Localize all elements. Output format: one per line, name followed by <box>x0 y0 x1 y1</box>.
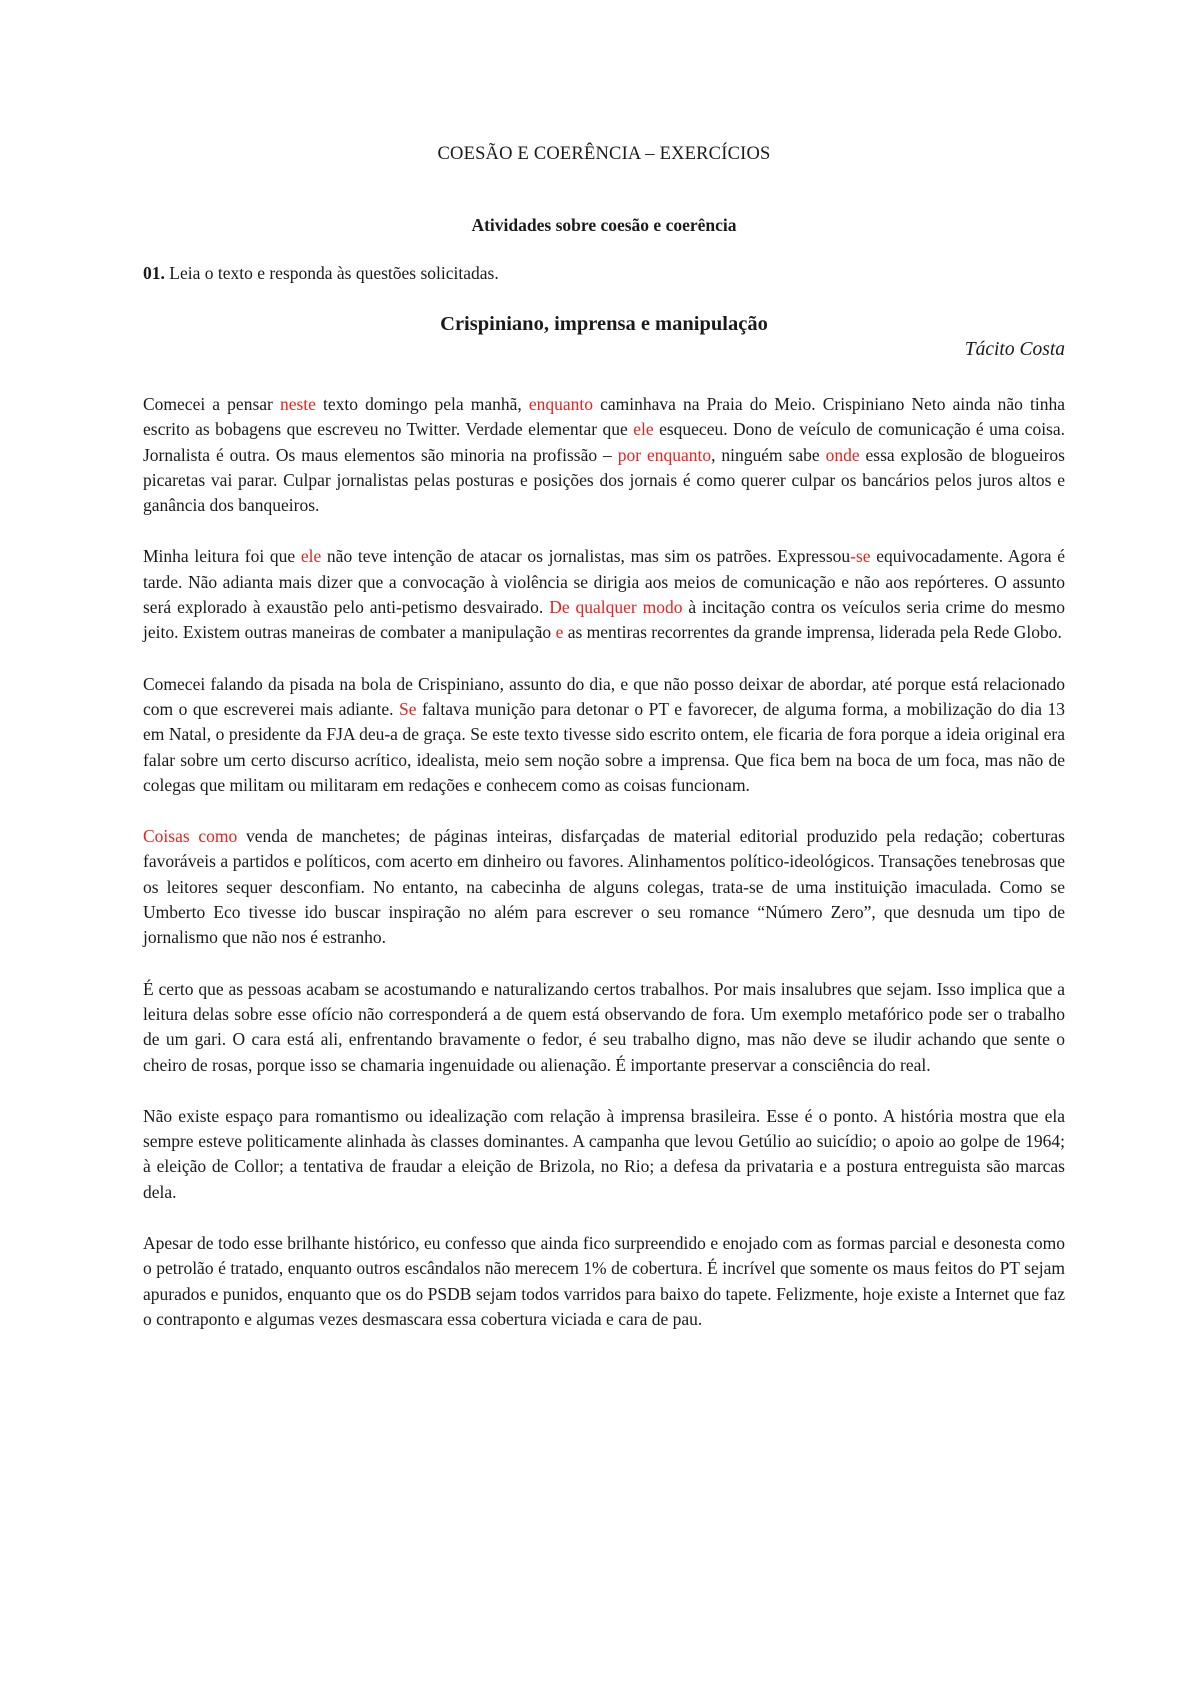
text-author: Tácito Costa <box>964 339 1065 360</box>
cohesion-marker: e <box>555 622 564 643</box>
text-paragraph <box>143 824 1065 950</box>
text-run: essa explosão de blogueiros picaretas vai parar. Culpar jornalistas pelas posturas e posições dos jornais é como querer culpar os bancários pelos juros altos e ganância dos banqueiros. <box>143 444 1065 516</box>
text-body <box>143 392 1065 1332</box>
text-run: equivocadamente. Agora é tarde. Não adianta mais dizer que a convocação à violência se dirigia aos meios de comunicação e não aos repórteres. O assunto será explorado à exaustão pelo anti-petismo desvairado. <box>143 546 1065 618</box>
text-run: Minha leitura foi que <box>143 546 301 567</box>
question-number: 01. <box>143 263 165 283</box>
text-run: à incitação contra os veículos seria crime do mesmo jeito. Existem outras maneiras de combater a manipulação <box>143 597 1066 643</box>
cohesion-marker: neste <box>279 394 316 414</box>
text-paragraph <box>143 544 1065 645</box>
text-run: Comecei falando da pisada na bola de Crispiniano, assunto do dia, e que não posso deixar de abordar, até porque está relacionado com o que escreverei mais adiante. <box>143 673 1065 719</box>
text-run: esqueceu. Dono de veículo de comunicação é uma coisa. Jornalista é outra. Os maus elementos são minoria na profissão – <box>143 419 1066 465</box>
text-paragraph <box>143 1104 1065 1205</box>
text-run: não teve intenção de atacar os jornalistas, mas sim os patrões. Expressou <box>321 546 851 567</box>
text-run: , ninguém sabe <box>711 444 826 465</box>
text-run: as mentiras recorrentes da grande imprensa, liderada pela Rede Globo. <box>563 622 1062 643</box>
cohesion-marker: por enquanto <box>617 444 712 465</box>
cohesion-marker: ele <box>633 419 654 440</box>
document-subtitle: Atividades sobre coesão e coerência <box>471 215 737 235</box>
cohesion-marker: Coisas como <box>143 826 238 847</box>
text-run: Comecei a pensar <box>143 394 280 414</box>
cohesion-marker: -se <box>850 546 871 567</box>
text-run: venda de manchetes; de páginas inteiras, disfarçadas de material editorial produzido pela redação; coberturas favoráveis a partidos e políticos, com acerto em dinheiro ou favores. Alinhamentos político-ideológicos. Transações tenebrosas que os leitores sequer desconfiam. No entanto, na cabecinha de alguns colegas, trata-se de uma instituição imaculada. Como se Umberto Eco tivesse ido buscar inspiração no além para escrever o seu romance “Número Zero”, que desnuda um tipo de jornalismo que não nos é estranho. <box>143 826 1065 948</box>
cohesion-marker: ele <box>300 546 322 567</box>
question-01 <box>143 262 1065 284</box>
text-run: texto domingo pela manhã, <box>315 394 529 414</box>
text-run: É certo que as pessoas acabam se acostumando e naturalizando certos trabalhos. Por mais insalubres que sejam. Isso implica que a leitura delas sobre esse ofício não corresponderá a de quem está observando de fora. Um exemplo metafórico pode ser o trabalho de um gari. O cara está ali, enfrentando bravamente o fedor, é seu trabalho digno, mas não deve se iludir achando que sente o cheiro de rosas, porque isso se chamaria ingenuidade ou alienação. É importante preservar a consciência do real. <box>143 978 1065 1075</box>
document-title: COESÃO E COERÊNCIA – EXERCÍCIOS <box>437 144 771 164</box>
cohesion-marker: enquanto <box>528 394 594 414</box>
text-paragraph <box>143 392 1065 518</box>
text-paragraph <box>143 977 1065 1078</box>
cohesion-marker: Se <box>398 698 417 719</box>
cohesion-marker: De qualquer modo <box>549 597 683 618</box>
text-run: Não existe espaço para romantismo ou idealização com relação à imprensa brasileira. Esse é o ponto. A história mostra que ela sempre esteve politicamente alinhada às classes dominantes. A campanha que levou Getúlio ao suicídio; o apoio ao golpe de 1964; à eleição de Collor; a tentativa de fraudar a eleição de Brizola, no Rio; a defesa da privataria e a postura entreguista são marcas dela. <box>143 1105 1065 1202</box>
question-instruction: Leia o texto e responda às questões solicitadas. <box>164 263 499 283</box>
text-paragraph <box>143 672 1065 798</box>
text-run: Apesar de todo esse brilhante histórico, eu confesso que ainda fico surpreendido e enojado com as formas parcial e desonesta como o petrolão é tratado, enquanto outros escândalos não merecem 1% de cobertura. É incrível que somente os maus feitos do PT sejam apurados e punidos, enquanto que os do PSDB sejam todos varridos para baixo do tapete. Felizmente, hoje existe a Internet que faz o contraponto e algumas vezes desmascara essa cobertura viciada e cara de pau. <box>143 1233 1065 1329</box>
text-paragraph <box>143 1231 1065 1332</box>
text-run: faltava munição para detonar o PT e favorecer, de alguma forma, a mobilização do dia 13 em Natal, o presidente da FJA deu-a de graça. Se este texto tivesse sido escrito ontem, ele ficaria de fora porque a ideia original era falar sobre um certo discurso acrítico, idealista, meio sem noção sobre a imprensa. Que fica bem na boca de um foca, mas não de colegas que militam ou militaram em redações e conhecem como as coisas funcionam. <box>143 698 1065 795</box>
text-title: Crispiniano, imprensa e manipulação <box>440 313 768 335</box>
cohesion-marker: onde <box>825 444 860 465</box>
text-run: caminhava na Praia do Meio. Crispiniano Neto ainda não tinha escrito as bobagens que escreveu no Twitter. Verdade elementar que <box>143 394 1066 440</box>
